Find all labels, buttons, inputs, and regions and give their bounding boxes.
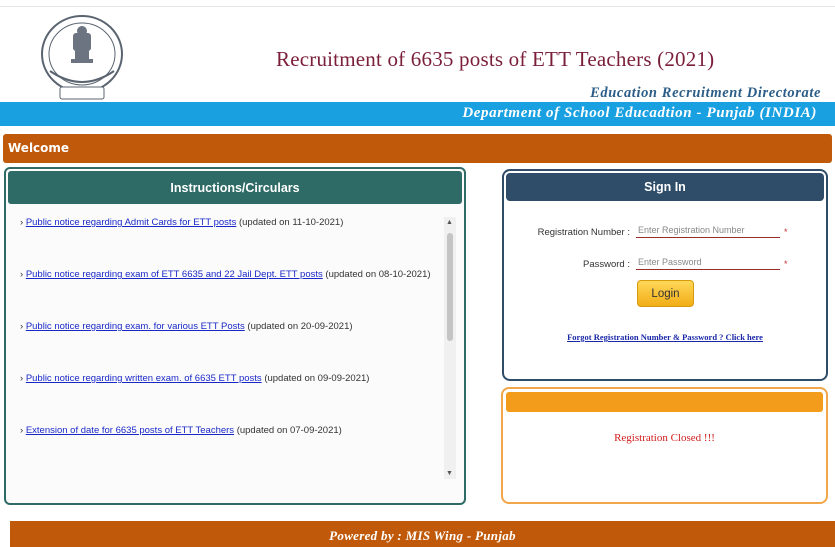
instructions-panel xyxy=(4,167,466,505)
registration-status-panel xyxy=(501,387,828,504)
punjab-government-emblem-icon xyxy=(36,13,128,103)
registration-status-header xyxy=(506,392,823,412)
registration-status-text: Registration Closed !!! xyxy=(614,432,715,444)
notice-link-various-ett[interactable]: Public notice regarding exam. for various ETT Posts xyxy=(25,321,245,332)
site-header xyxy=(0,6,835,101)
directorate-subtitle: Education Recruitment Directorate xyxy=(590,85,821,101)
notice-date: (updated on 07-09-2021) xyxy=(236,425,342,436)
notice-link-exam-ett-jail[interactable]: Public notice regarding exam of ETT 6635 and 22 Jail Dept. ETT posts xyxy=(25,269,323,280)
notice-link-admit-cards[interactable]: Public notice regarding Admit Cards for ETT posts xyxy=(25,217,237,228)
required-marker: * xyxy=(784,227,788,237)
bullet-icon: › xyxy=(20,373,24,384)
instructions-header: Instructions/Circulars xyxy=(8,171,462,204)
bullet-icon: › xyxy=(20,321,24,332)
required-marker: * xyxy=(784,259,788,269)
notice-date: (updated on 20-09-2021) xyxy=(247,321,353,332)
password-label: Password : xyxy=(583,259,630,270)
bullet-icon: › xyxy=(20,425,24,436)
site-footer xyxy=(10,521,835,547)
welcome-text: Welcome xyxy=(8,141,70,155)
notice-date: (updated on 11-10-2021) xyxy=(238,217,344,228)
page-title: Recruitment of 6635 posts of ETT Teachers (2021) xyxy=(276,47,715,71)
registration-number-input[interactable] xyxy=(636,223,780,238)
notice-link-date-extension[interactable]: Extension of date for 6635 posts of ETT Teachers xyxy=(25,425,235,436)
login-button[interactable]: Login xyxy=(637,280,694,307)
scroll-up-icon[interactable]: ▲ xyxy=(446,219,453,226)
footer-credit: Powered by : MIS Wing - Punjab xyxy=(329,528,516,543)
department-name: Department of School Educadtion - Punjab (INDIA) xyxy=(462,105,817,121)
notice-item xyxy=(20,321,440,373)
scroll-down-icon[interactable]: ▼ xyxy=(446,470,453,477)
notice-item xyxy=(20,217,440,269)
bullet-icon: › xyxy=(20,269,24,280)
notice-item xyxy=(20,425,440,477)
notice-item xyxy=(20,373,440,425)
notice-scrollbar[interactable] xyxy=(444,217,456,479)
welcome-bar xyxy=(3,134,832,163)
department-bar xyxy=(0,102,835,126)
notice-date: (updated on 08-10-2021) xyxy=(325,269,431,280)
notice-link-written-exam[interactable]: Public notice regarding written exam. of 6635 ETT posts xyxy=(25,373,262,384)
bullet-icon: › xyxy=(20,217,24,228)
signin-header: Sign In xyxy=(506,173,824,201)
password-input[interactable] xyxy=(636,255,780,270)
forgot-credentials-link[interactable]: Forgot Registration Number & Password ? Click here xyxy=(567,332,763,342)
signin-panel xyxy=(502,169,828,381)
scroll-thumb[interactable] xyxy=(447,233,453,341)
notice-item xyxy=(20,269,440,321)
registration-number-label: Registration Number : xyxy=(537,227,630,238)
notice-date: (updated on 09-09-2021) xyxy=(264,373,370,384)
notice-list xyxy=(20,217,440,477)
